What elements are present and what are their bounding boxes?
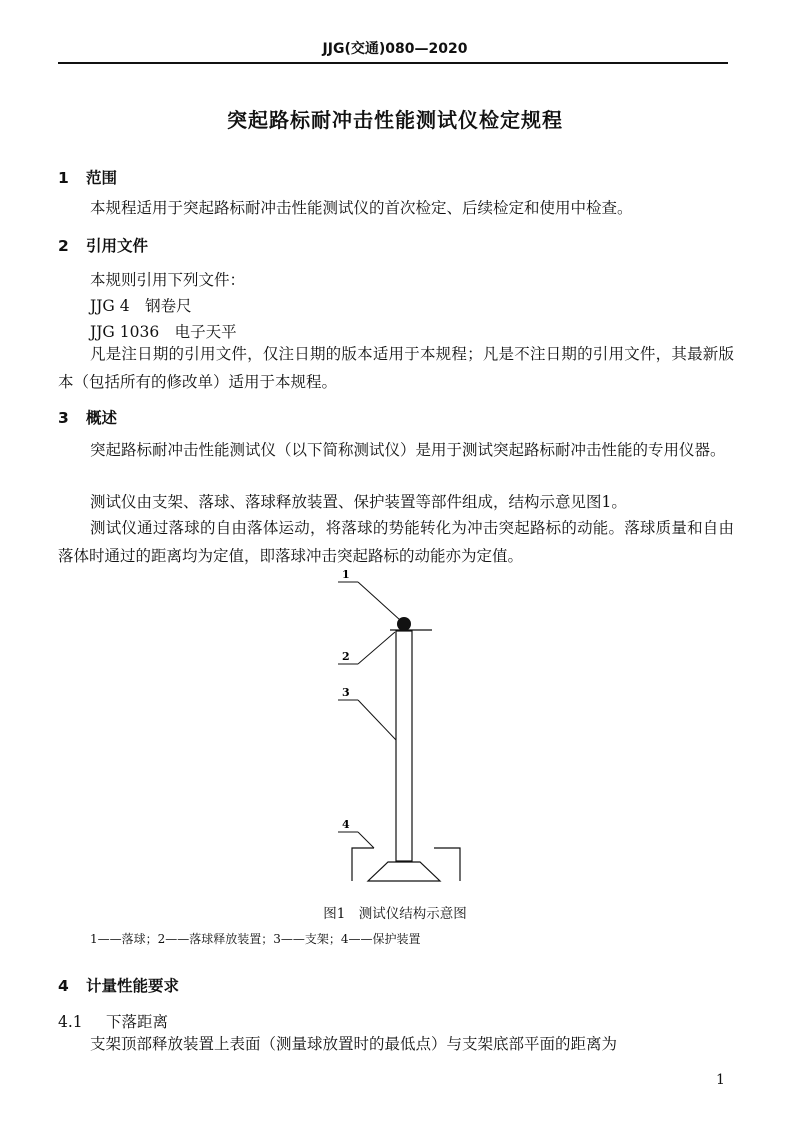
protective-device-right [434, 848, 460, 881]
figure-label-2: 2 [342, 650, 350, 663]
references-intro: 本规则引用下列文件： [90, 271, 246, 289]
section-2-paragraph: 凡是注日期的引用文件，仅注日期的版本适用于本规程；凡是不注日期的引用文件，其最新版本（包括所有的修改单）适用于本规程。 [58, 345, 734, 391]
section-1-paragraph: 本规程适用于突起路标耐冲击性能测试仪的首次检定、后续检定和使用中检查。 [90, 199, 633, 217]
document-title: 突起路标耐冲击性能测试仪检定规程 [227, 108, 563, 132]
subsection-number: 4.1 [58, 1013, 83, 1031]
protective-device-left [352, 848, 374, 881]
subsection-title: 下落距离 [106, 1013, 169, 1031]
section-2-heading [58, 234, 148, 256]
section-title: 引用文件 [86, 237, 149, 255]
section-title: 计量性能要求 [86, 977, 180, 995]
tester-structure-diagram [300, 566, 480, 886]
section-3-paragraph: 测试仪通过落球的自由落体运动，将落球的势能转化为冲击突起路标的动能。落球质量和自由落体时通过的距离均为定值，即落球冲击突起路标的动能亦为定值。 [58, 519, 734, 565]
label-3-leader [358, 700, 396, 740]
subsection-4-1-heading [58, 1010, 168, 1032]
page-number: 1 [716, 1072, 725, 1088]
reference-item: JJG 4 钢卷尺 [90, 297, 192, 315]
section-title: 范围 [86, 169, 118, 187]
section-number: 3 [58, 409, 69, 427]
figure-legend: 1——落球；2——落球释放装置；3——支架；4——保护装置 [90, 932, 421, 946]
section-3-paragraph: 测试仪由支架、落球、落球释放装置、保护装置等部件组成，结构示意见图1。 [90, 493, 627, 511]
support-column [396, 631, 412, 861]
header-rule [58, 62, 728, 64]
drop-ball [397, 617, 411, 631]
support-base [368, 862, 440, 881]
section-3-heading [58, 406, 117, 428]
section-title: 概述 [86, 409, 118, 427]
section-number: 1 [58, 169, 69, 187]
section-number: 4 [58, 977, 69, 995]
figure-label-4: 4 [342, 818, 350, 831]
label-1-leader [358, 582, 400, 620]
figure-caption: 图1 测试仪结构示意图 [323, 906, 467, 922]
running-header: JJG(交通)080—2020 [322, 41, 468, 57]
section-1-heading [58, 166, 117, 188]
reference-item: JJG 1036 电子天平 [90, 323, 237, 341]
section-number: 2 [58, 237, 69, 255]
figure-label-3: 3 [342, 686, 350, 699]
label-2-leader [358, 632, 395, 664]
label-4-leader [358, 832, 374, 848]
figure-label-1: 1 [342, 568, 350, 581]
section-4-heading [58, 974, 179, 996]
section-4-paragraph: 支架顶部释放装置上表面（测量球放置时的最低点）与支架底部平面的距离为 [90, 1035, 618, 1053]
section-3-paragraph: 突起路标耐冲击性能测试仪（以下简称测试仪）是用于测试突起路标耐冲击性能的专用仪器。 [90, 441, 726, 459]
